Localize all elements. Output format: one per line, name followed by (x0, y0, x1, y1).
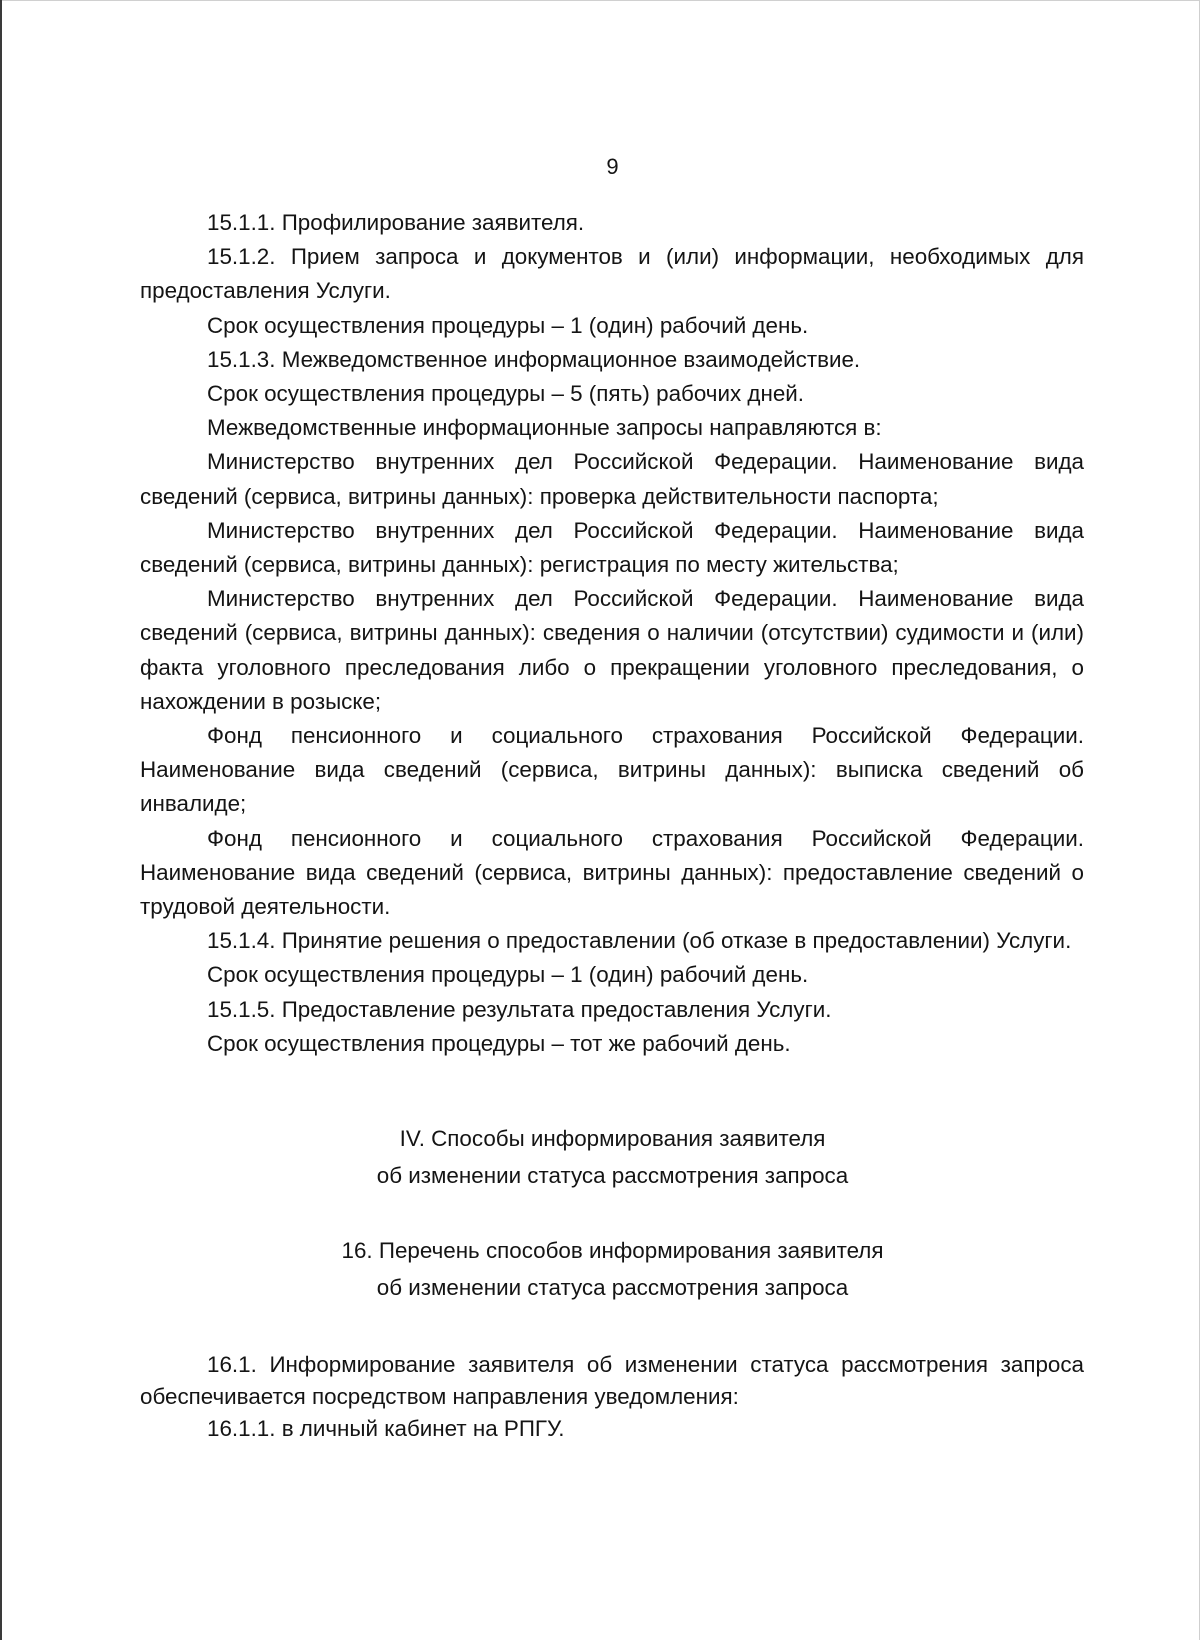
paragraph: 16.1. Информирование заявителя об изменении статуса рассмотрения запроса обеспечивается посредством направления уведомления: (140, 1352, 1084, 1409)
paragraph: 16.1.1. в личный кабинет на РПГУ. (207, 1416, 565, 1441)
paragraph: 15.1.2. Прием запроса и документов и (или) информации, необходимых для предоставления Услуги. (140, 244, 1084, 304)
scan-edge-top (0, 0, 1200, 1)
section-heading (0, 1120, 1200, 1194)
paragraph: Министерство внутренних дел Российской Федерации. Наименование вида сведений (сервиса, витрины данных): проверка действительности паспорта; (140, 449, 1084, 509)
subsection-heading-line-2: об изменении статуса рассмотрения запроса (376, 1275, 849, 1300)
tail-text (140, 1349, 1084, 1445)
paragraph: 15.1.5. Предоставление результата предоставления Услуги. (207, 996, 832, 1022)
paragraph: 15.1.4. Принятие решения о предоставлении (об отказе в предоставлении) Услуги. (207, 928, 1072, 954)
subsection-heading (0, 1232, 1200, 1306)
paragraph: Министерство внутренних дел Российской Федерации. Наименование вида сведений (сервиса, витрины данных): регистрация по месту жительства; (140, 517, 1084, 578)
paragraph: Фонд пенсионного и социального страхования Российской Федерации. Наименование вида сведений (сервиса, витрины данных): выписка сведений об инвалиде; (140, 723, 1084, 817)
scan-edge-left (0, 0, 2, 1640)
paragraph: Межведомственные информационные запросы направляются в: (207, 415, 882, 441)
section-heading-line-2: об изменении статуса рассмотрения запроса (376, 1163, 849, 1188)
page-number: 9 (606, 154, 619, 179)
paragraph: Срок осуществления процедуры – 1 (один) рабочий день. (207, 962, 809, 988)
paragraph: Срок осуществления процедуры – 5 (пять) рабочих дней. (207, 381, 805, 407)
body-text (140, 206, 1084, 1061)
paragraph: Министерство внутренних дел Российской Федерации. Наименование вида сведений (сервиса, витрины данных): сведения о наличии (отсутствии) судимости и (или) факта уголовного преследования либо о прекращении уголовного преследования, о нахождении в розыске; (140, 586, 1084, 714)
section-heading-line-1: IV. Способы информирования заявителя (399, 1126, 826, 1151)
subsection-heading-line-1: 16. Перечень способов информирования заявителя (341, 1238, 884, 1263)
paragraph: Фонд пенсионного и социального страхования Российской Федерации. Наименование вида сведений (сервиса, витрины данных): предоставление сведений о трудовой деятельности. (140, 825, 1084, 920)
paragraph: 15.1.3. Межведомственное информационное взаимодействие. (207, 346, 861, 372)
paragraph: 15.1.1. Профилирование заявителя. (207, 210, 585, 235)
paragraph: Срок осуществления процедуры – 1 (один) рабочий день. (207, 312, 809, 338)
paragraph: Срок осуществления процедуры – тот же рабочий день. (207, 1030, 791, 1056)
